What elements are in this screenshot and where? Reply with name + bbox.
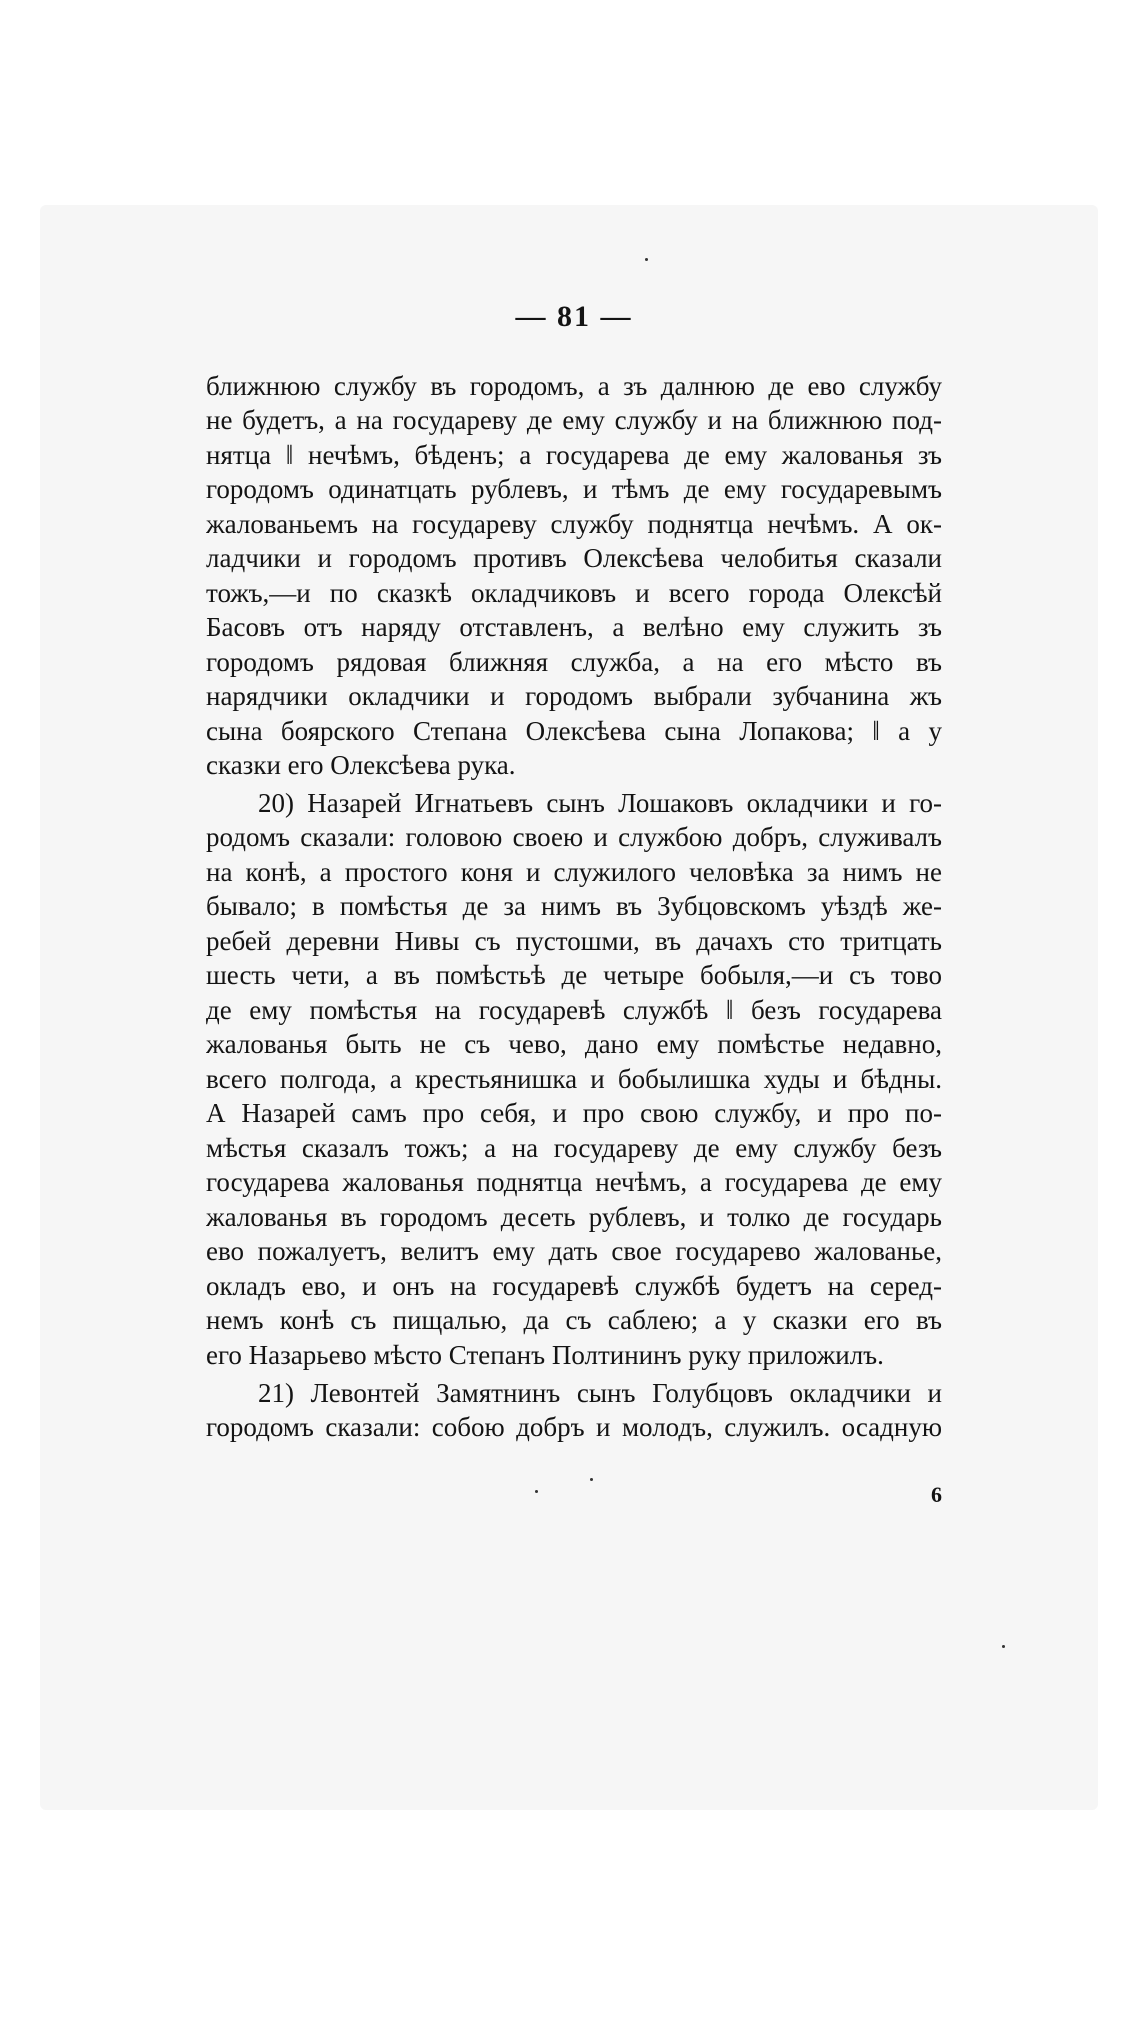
- text-line: жалованья быть не съ чево, дано ему помѣстье недавно,: [206, 1029, 942, 1059]
- text-line: А Назарей самъ про себя, и про свою службу, и про по-: [206, 1098, 942, 1128]
- text-line: его Назарьево мѣсто Степанъ Полтининъ руку приложилъ.: [206, 1340, 884, 1370]
- text-line: жалованьемъ на государеву службу поднятца нечѣмъ. А ок-: [206, 509, 942, 539]
- text-line: жалованья въ городомъ десеть рублевъ, и толко де государь: [206, 1202, 942, 1232]
- text-line: немъ конѣ съ пищалью, да съ саблею; а у сказки его въ: [206, 1305, 942, 1335]
- text-line: нарядчики окладчики и городомъ выбрали зубчанина жъ: [206, 681, 942, 711]
- text-line: городомъ сказали: собою добръ и молодъ, служилъ. осадную: [206, 1412, 942, 1442]
- text-line: не будетъ, а на государеву де ему службу и на ближнюю под-: [206, 405, 942, 435]
- text-line: де ему помѣстья на государевѣ службѣ ‖ безъ государева: [206, 995, 942, 1025]
- printer-signature-mark: 6: [931, 1482, 942, 1507]
- text-line: тожъ,—и по сказкѣ окладчиковъ и всего города Олексѣй: [206, 578, 942, 608]
- text-line: 20) Назарей Игнатьевъ сынъ Лошаковъ окладчики и го-: [258, 788, 942, 818]
- text-line: сказки его Олексѣева рука.: [206, 750, 516, 780]
- text-line: городомъ рядовая ближняя служба, а на его мѣсто въ: [206, 647, 942, 677]
- text-line: городомъ одинатцать рублевъ, и тѣмъ де ему государевымъ: [206, 474, 942, 504]
- text-line: государева жалованья поднятца нечѣмъ, а государева де ему: [206, 1167, 942, 1197]
- text-line: ближнюю службу въ городомъ, а зъ далнюю де ево службу: [206, 371, 942, 401]
- text-line: 21) Левонтей Замятнинъ сынъ Голубцовъ окладчики и: [258, 1378, 942, 1408]
- scan-speck: [645, 258, 648, 261]
- scan-speck: [590, 1478, 593, 1481]
- text-line: на конѣ, а простого коня и служилого человѣка за нимъ не: [206, 857, 942, 887]
- scan-speck: [535, 1490, 538, 1493]
- text-line: окладъ ево, и онъ на государевѣ службѣ будетъ на серед-: [206, 1271, 942, 1301]
- page-number: — 81 —: [515, 300, 633, 333]
- text-line: ребей деревни Нивы съ пустошми, въ дачахъ сто тритцать: [206, 926, 942, 956]
- text-line: шесть чети, а въ помѣстьѣ де четыре бобыля,—и съ тово: [206, 960, 942, 990]
- text-line: Басовъ отъ наряду отставленъ, а велѣно ему служить зъ: [206, 612, 942, 642]
- text-line: сына боярского Степана Олексѣева сына Лопакова; ‖ а у: [206, 716, 942, 746]
- text-line: нятца ‖ нечѣмъ, бѣденъ; а государева де ему жалованья зъ: [206, 440, 942, 470]
- text-line: ево пожалуетъ, велитъ ему дать свое государево жалованье,: [206, 1236, 942, 1266]
- text-line: всего полгода, а крестьянишка и бобылишка худы и бѣдны.: [206, 1064, 942, 1094]
- text-line: ладчики и городомъ противъ Олексѣева челобитья сказали: [206, 543, 942, 573]
- text-line: родомъ сказали: головою своею и службою добръ, служивалъ: [206, 822, 942, 852]
- text-line: мѣстья сказалъ тожъ; а на государеву де ему службу безъ: [206, 1133, 942, 1163]
- text-line: бывало; в помѣстья де за нимъ въ Зубцовскомъ уѣздѣ же-: [206, 891, 942, 921]
- scan-speck: [1002, 1645, 1005, 1648]
